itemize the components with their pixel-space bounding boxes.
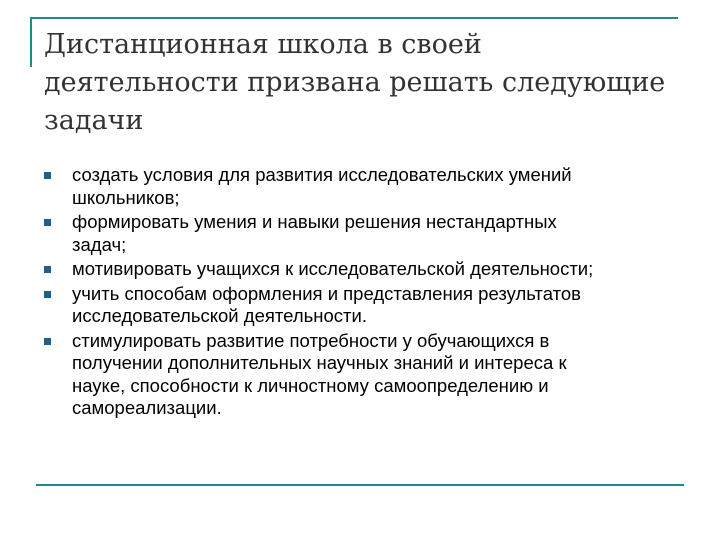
list-item-line: учить способам оформления и представления результатов: [72, 282, 581, 304]
list-item: [44, 258, 684, 281]
list-item-line: создать условия для развития исследовательских умений: [72, 164, 572, 185]
list-item-line: самореализации.: [72, 397, 222, 418]
title-line: Дистанционная школа в своей: [44, 29, 482, 60]
list-item: [44, 211, 684, 256]
top-rule: [30, 17, 678, 19]
list-item-line: формировать умения и навыки решения нестандартных: [72, 211, 557, 232]
list-item: [44, 283, 684, 328]
list-item-line: исследовательской деятельности.: [72, 305, 367, 326]
list-item-line: мотивировать учащихся к исследовательской деятельности;: [72, 258, 594, 279]
square-bullet-icon: [44, 219, 51, 226]
title-line: задачи: [44, 105, 144, 136]
list-item: [44, 330, 684, 420]
left-rule: [30, 17, 32, 67]
list-item: [44, 164, 684, 209]
list-item-line: школьников;: [72, 186, 180, 208]
title-line: деятельности призвана решать следующие: [44, 67, 666, 98]
bottom-rule: [36, 484, 684, 486]
square-bullet-icon: [44, 291, 51, 298]
square-bullet-icon: [44, 338, 51, 345]
list-item-line: науке, способности к личностному самоопределению и: [72, 374, 549, 396]
slide-title: [44, 26, 684, 140]
square-bullet-icon: [44, 266, 51, 273]
list-item-line: задач;: [72, 233, 127, 255]
task-list: [44, 164, 684, 422]
list-item-line: стимулировать развитие потребности у обучающихся в: [72, 329, 550, 351]
list-item-line: получении дополнительных научных знаний и интереса к: [72, 352, 567, 373]
square-bullet-icon: [44, 172, 51, 179]
